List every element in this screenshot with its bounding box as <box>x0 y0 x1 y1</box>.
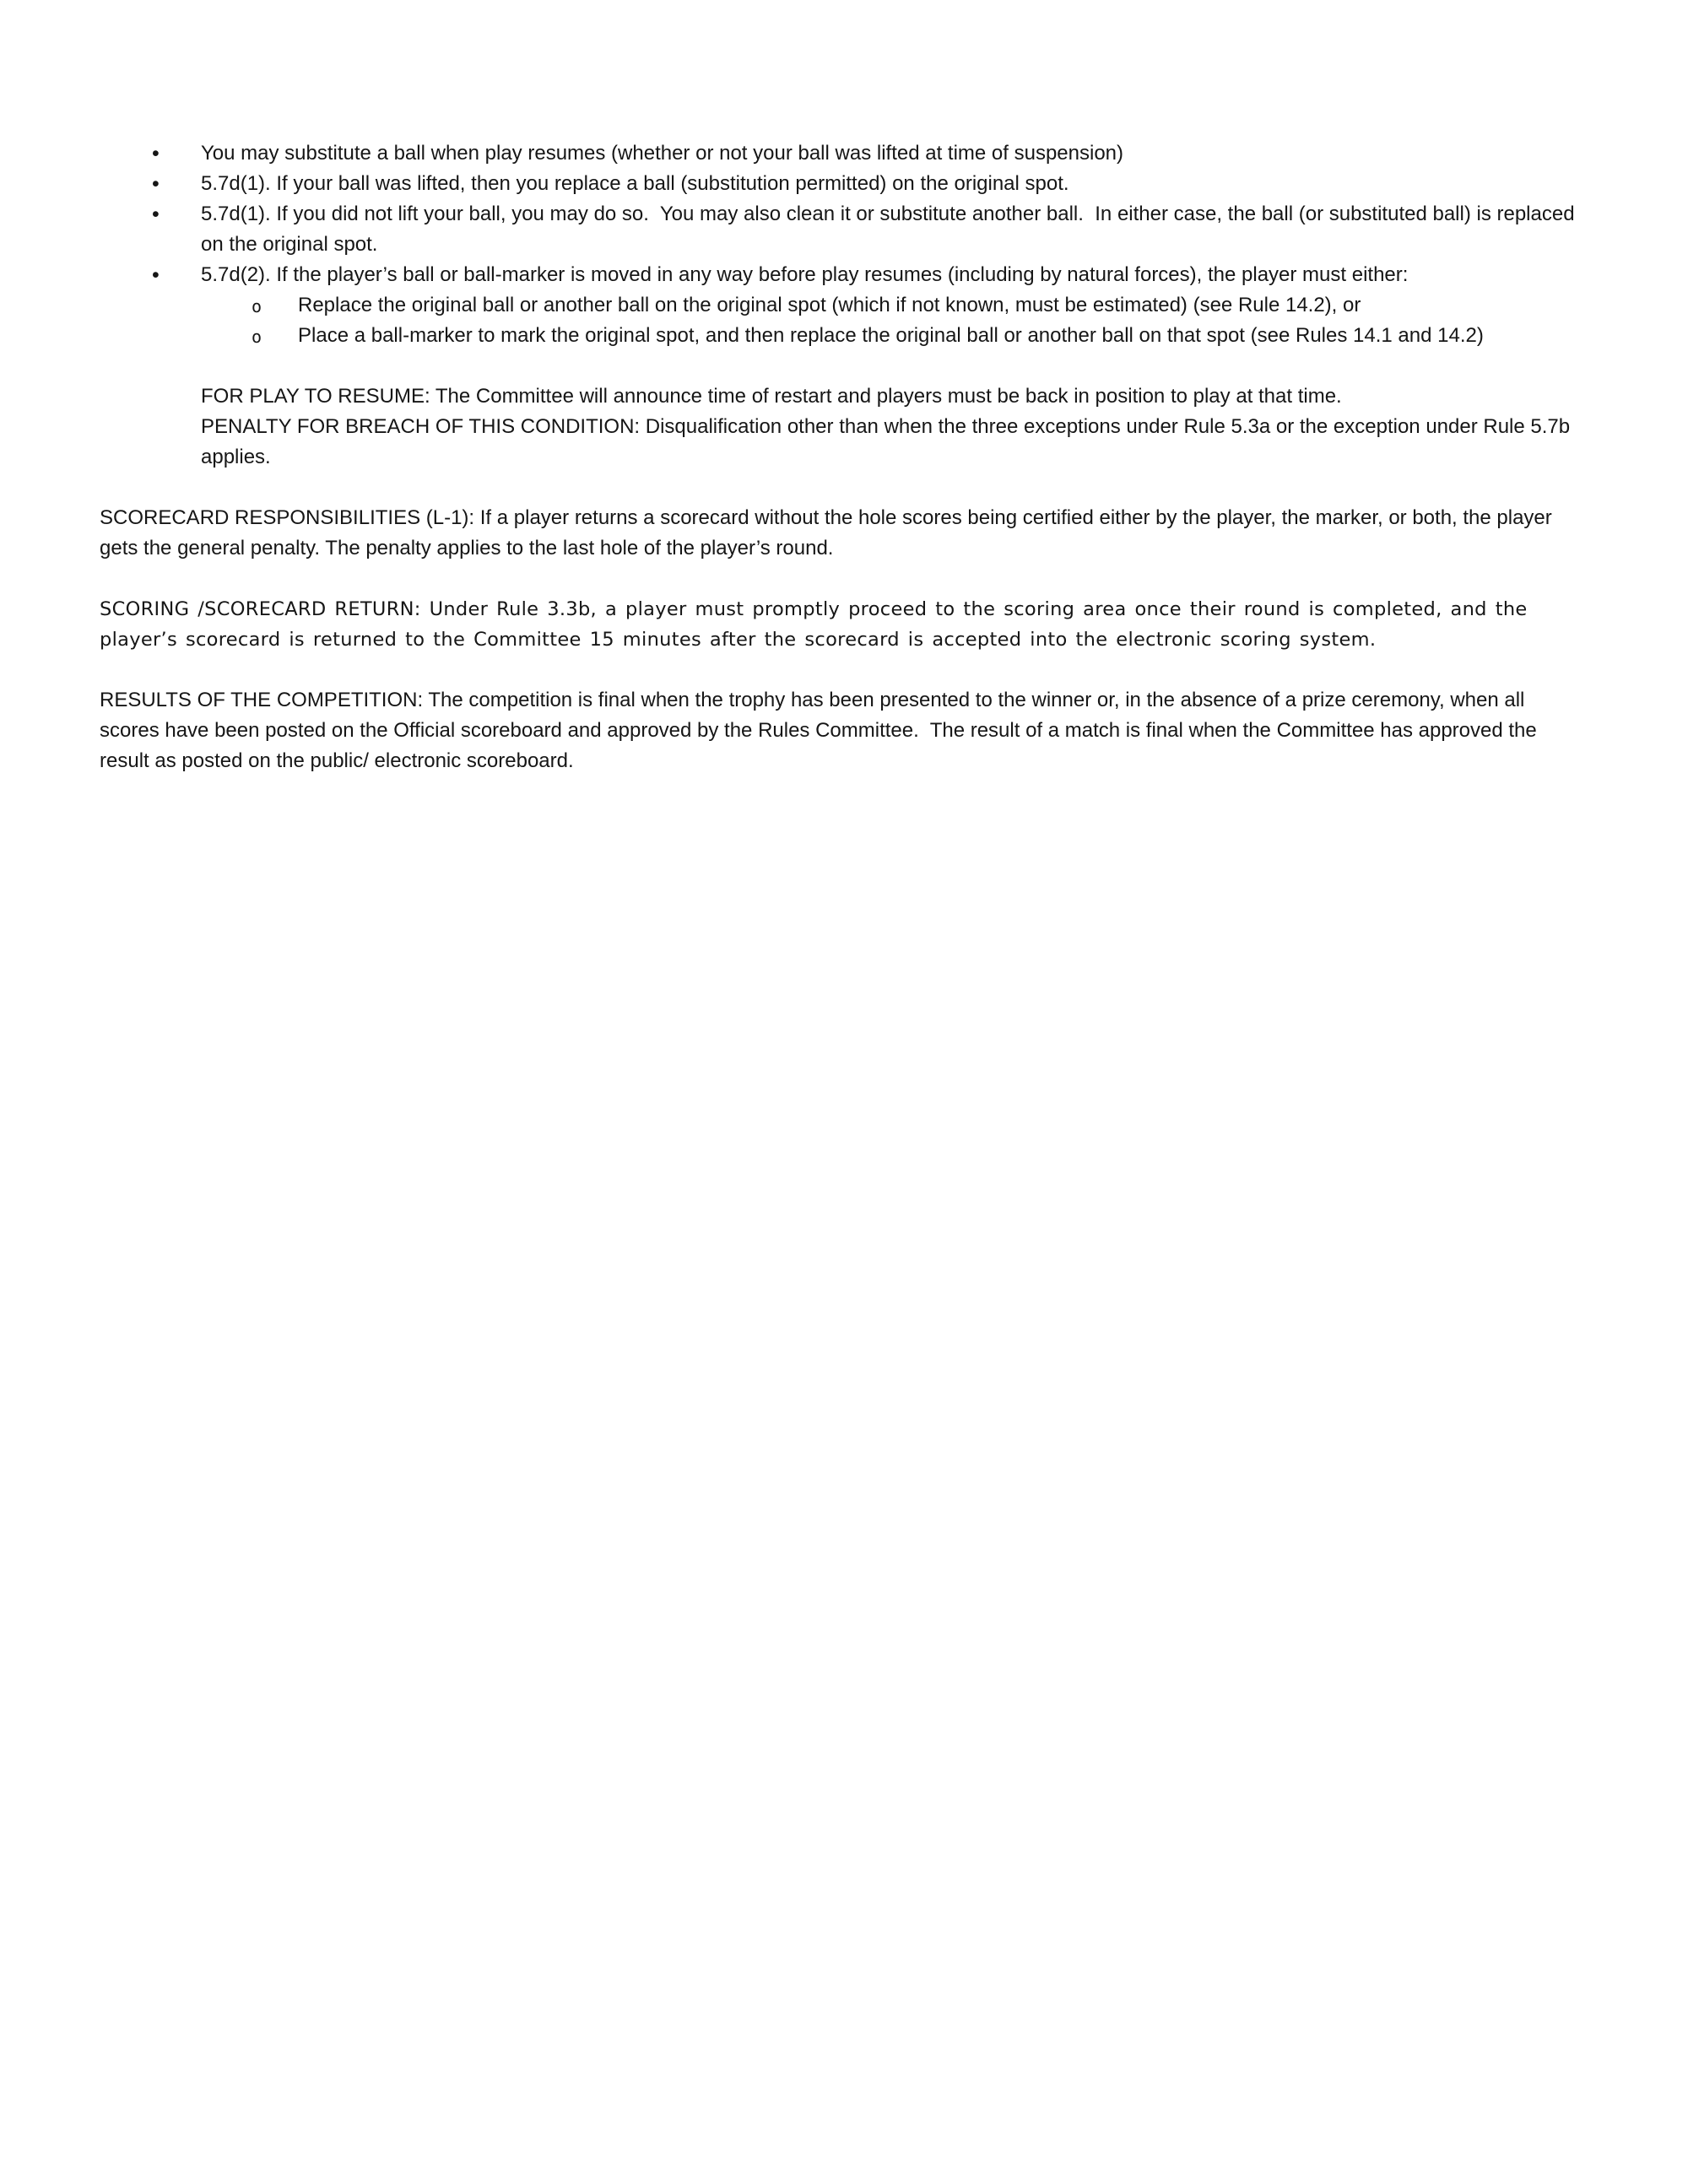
scoring-scorecard-return-section <box>100 594 1588 655</box>
bullet-item-text: 5.7d(2). If the player’s ball or ball-marker is moved in any way before play resumes (including by natural forces), the player must either: <box>201 263 1409 286</box>
scoring-scorecard-return-paragraph: SCORING /SCORECARD RETURN: Under Rule 3.3b, a player must promptly proceed to the scoring area once their round is completed, and the player’s scorecard is returned to the Committee 15 minutes after the scorecard is accepted into the electronic scoring system. <box>100 598 1528 651</box>
circle-bullet-icon: o <box>252 296 262 316</box>
scorecard-responsibilities-section <box>100 503 1588 564</box>
circle-bullet-icon: o <box>252 327 262 347</box>
bullet-item-ball-moved <box>100 260 1588 290</box>
bullet-dot-icon: • <box>152 263 160 287</box>
results-of-competition-section <box>100 685 1588 776</box>
bullet-item-text: 5.7d(1). If your ball was lifted, then you replace a ball (substitution permitted) on the original spot. <box>201 172 1069 195</box>
bullet-dot-icon: • <box>152 142 160 165</box>
sub-bullet-item-place-marker <box>100 321 1588 351</box>
for-play-to-resume-paragraph: FOR PLAY TO RESUME: The Committee will announce time of restart and players must be back in position to play at that time. <box>201 385 1342 408</box>
scorecard-responsibilities-paragraph: SCORECARD RESPONSIBILITIES (L-1): If a player returns a scorecard without the hole scores being certified either by the player, the marker, or both, the player gets the general penalty. The penalty applies to the last hole of the player’s round. <box>100 506 1552 560</box>
sub-bullet-item-text: Replace the original ball or another ball on the original spot (which if not known, must be estimated) (see Rule 14.2), or <box>298 294 1361 316</box>
bullet-list <box>100 138 1588 351</box>
sub-bullet-item-text: Place a ball-marker to mark the original spot, and then replace the original ball or another ball on that spot (see Rules 14.1 and 14.2) <box>298 324 1484 347</box>
results-of-competition-paragraph: RESULTS OF THE COMPETITION: The competition is final when the trophy has been presented to the winner or, in the absence of a prize ceremony, when all scores have been posted on the Official scoreboard and approved by the Rules Committee. The result of a match is final when the Committee has approved the result as posted on the public/ electronic scoreboard. <box>100 689 1537 772</box>
bullet-item-ball-not-lifted <box>100 199 1588 260</box>
bullet-item-ball-lifted <box>100 169 1588 199</box>
bullet-item-text: You may substitute a ball when play resumes (whether or not your ball was lifted at time of suspension) <box>201 142 1124 165</box>
bullet-item-substitute-ball <box>100 138 1588 169</box>
resume-condition-section <box>201 381 1588 473</box>
bullet-dot-icon: • <box>152 172 160 196</box>
bullet-dot-icon: • <box>152 203 160 226</box>
sub-bullet-item-replace-ball <box>100 290 1588 321</box>
bullet-item-text: 5.7d(1). If you did not lift your ball, you may do so. You may also clean it or substitute another ball. In either case, the ball (or substituted ball) is replaced on the original spot. <box>201 203 1575 256</box>
penalty-for-breach-paragraph: PENALTY FOR BREACH OF THIS CONDITION: Disqualification other than when the three exceptions under Rule 5.3a or the exception under Rule 5.7b applies. <box>201 415 1571 468</box>
